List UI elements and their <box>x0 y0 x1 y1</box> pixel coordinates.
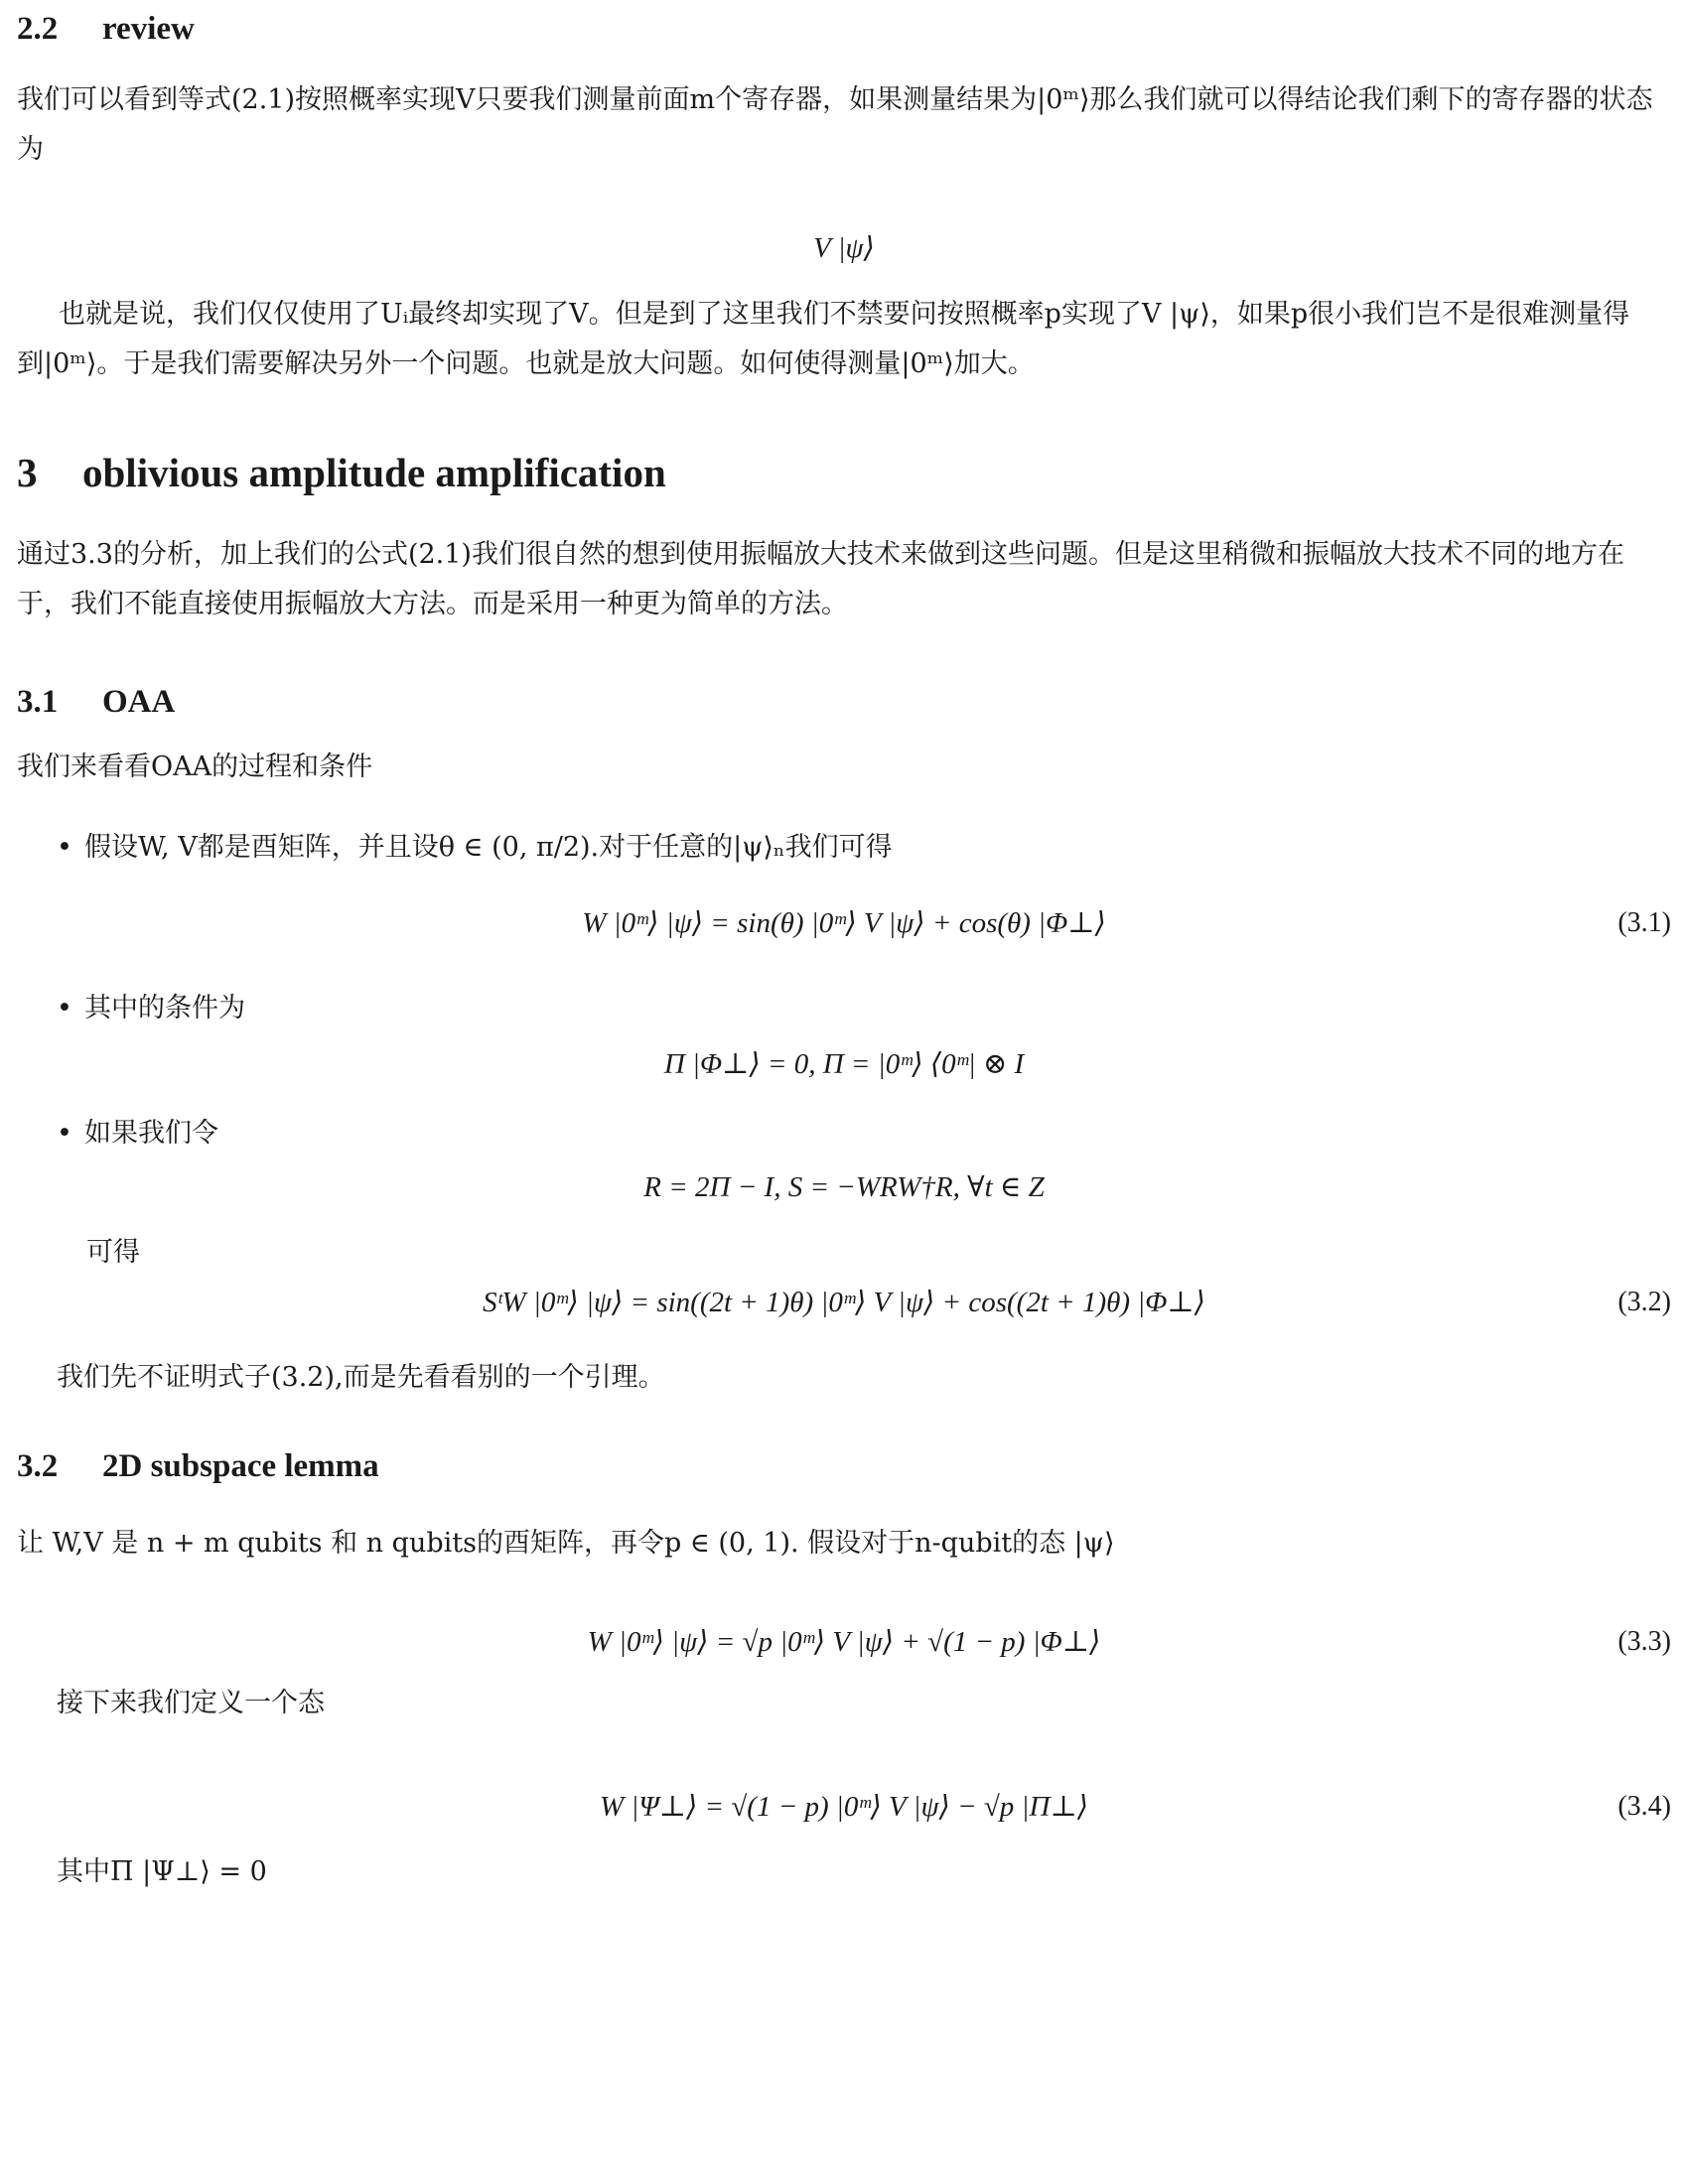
paragraph: 我们来看看OAA的过程和条件 <box>17 751 373 782</box>
subsection-number: 3.1 <box>17 684 59 720</box>
display-equation: Π |Φ⊥⟩ = 0, Π = |0ᵐ⟩ ⟨0ᵐ| ⊗ I <box>663 1048 1025 1080</box>
subsection-heading-lemma <box>17 1447 1671 1485</box>
bullet-dot-icon: • <box>57 832 72 863</box>
display-equation: W |Ψ⊥⟩ = √(1 − p) |0ᵐ⟩ V |ψ⟩ − √p |Π⊥⟩ <box>599 1791 1089 1823</box>
subsection-title: OAA <box>102 684 176 720</box>
paragraph: 接下来我们定义一个态 <box>57 1688 325 1718</box>
paragraph: 可得 <box>86 1237 140 1268</box>
paragraph: 也就是说，我们仅仅使用了Uᵢ最终却实现了V。但是到了这里我们不禁要问按照概率p实现了V |ψ⟩，如果p很小我们岂不是很难测量得到|0ᵐ⟩。于是我们需要解决另外一个问题。也就是放大问题。如何使得测量|0ᵐ⟩加大。 <box>17 299 1630 379</box>
paragraph: 我们先不证明式子(3.2),而是先看看别的一个引理。 <box>57 1362 665 1393</box>
display-equation: V |ψ⟩ <box>813 232 875 264</box>
bullet-text: 假设W, V都是酉矩阵，并且设θ ∈ (0, π/2).对于任意的|ψ⟩ₙ我们可得 <box>84 832 893 863</box>
bullet-dot-icon: • <box>57 1118 72 1149</box>
section-title: oblivious amplitude amplification <box>82 450 666 495</box>
subsection-heading-review <box>17 10 1671 48</box>
equation-number: (3.1) <box>1618 907 1671 938</box>
subsection-title: 2D subspace lemma <box>102 1448 379 1484</box>
paragraph: 我们可以看到等式(2.1)按照概率实现V只要我们测量前面m个寄存器，如果测量结果为|0ᵐ⟩那么我们就可以得结论我们剩下的寄存器的状态为 <box>17 84 1653 165</box>
equation-number: (3.3) <box>1618 1626 1671 1657</box>
subsection-heading-oaa <box>17 683 1671 721</box>
paragraph: 通过3.3的分析，加上我们的公式(2.1)我们很自然的想到使用振幅放大技术来做到这些问题。但是这里稍微和振幅放大技术不同的地方在于，我们不能直接使用振幅放大方法。而是采用一种更为简单的方法。 <box>17 539 1624 619</box>
equation-number: (3.4) <box>1618 1791 1671 1822</box>
bullet-text: 如果我们令 <box>84 1118 218 1149</box>
display-equation: W |0ᵐ⟩ |ψ⟩ = √p |0ᵐ⟩ V |ψ⟩ + √(1 − p) |Φ⊥⟩ <box>587 1626 1101 1658</box>
subsection-number: 3.2 <box>17 1448 59 1484</box>
bullet-item <box>57 828 1671 868</box>
subsection-title: review <box>102 11 195 47</box>
display-equation: SᵗW |0ᵐ⟩ |ψ⟩ = sin((2t + 1)θ) |0ᵐ⟩ V |ψ⟩ + cos((2t + 1)θ) |Φ⊥⟩ <box>483 1287 1205 1318</box>
equation-number: (3.2) <box>1618 1287 1671 1317</box>
bullet-dot-icon: • <box>57 993 72 1024</box>
display-equation: W |0ᵐ⟩ |ψ⟩ = sin(θ) |0ᵐ⟩ V |ψ⟩ + cos(θ) |Φ⊥⟩ <box>582 907 1106 939</box>
paragraph: 让 W,V 是 n + m qubits 和 n qubits的酉矩阵，再令p ∈ (0, 1). 假设对于n-qubit的态 |ψ⟩ <box>17 1528 1115 1559</box>
bullet-item <box>57 1114 1671 1154</box>
section-number: 3 <box>17 450 38 495</box>
subsection-number: 2.2 <box>17 11 59 47</box>
bullet-text: 其中的条件为 <box>84 993 245 1024</box>
bullet-item <box>57 989 1671 1028</box>
display-equation: R = 2Π − I, S = −WRW†R, ∀t ∈ Z <box>643 1171 1045 1203</box>
section-heading <box>17 449 1671 496</box>
paragraph: 其中Π |Ψ⊥⟩ = 0 <box>57 1856 267 1887</box>
